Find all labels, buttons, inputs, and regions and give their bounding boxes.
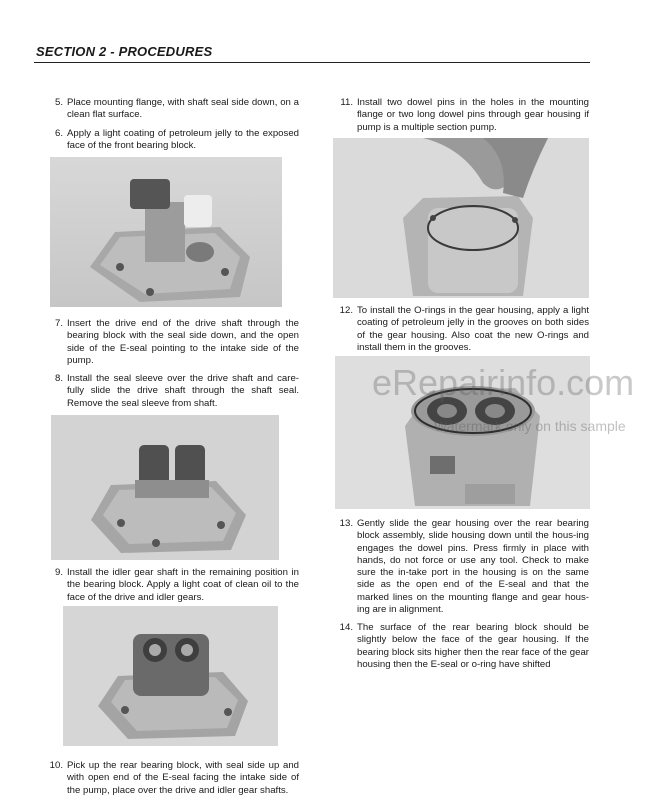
step-8 (54, 373, 299, 410)
photo-dowel-pins (333, 138, 589, 298)
step-number: 10. (49, 760, 63, 771)
step-number: 7. (54, 318, 63, 329)
step-number: 13. (339, 518, 353, 529)
photo-front-bearing-block (50, 157, 282, 307)
step-text: The surface of the rear bearing block should be slightly below the face of the gear housing. If the bearing block sits higher then the rear face of the gear housing then the E-seal or o-ring have shifted (357, 622, 589, 670)
header-rule (34, 62, 590, 63)
step-text: Install two dowel pins in the holes in the mounting flange or two long dowel pins through gear housing if pump is a multiple section pump. (357, 97, 589, 133)
section-title: SECTION 2 - PROCEDURES (36, 44, 213, 59)
step-5 (54, 97, 299, 122)
watermark-text: eRepairinfo.com (372, 362, 635, 403)
step-text: Gently slide the gear housing over the rear bearing block assembly, slide housing down until the hous-ing engages the dowel pins. Press firmly in place with hands, do not force or use any tool. Check to make sure the in-take port in the housing is on the same side as the open end of the E-seal and that the marked lines on the mounting flange and gear hous-ing are in alignment. (357, 518, 589, 616)
photo-drive-shaft-installed (51, 415, 279, 560)
step-13 (339, 518, 589, 616)
step-number: 14. (339, 622, 353, 633)
step-12 (339, 305, 589, 354)
step-text: Place mounting flange, with shaft seal side down, on a clean flat surface. (67, 97, 299, 121)
step-11 (340, 97, 589, 134)
step-text: Insert the drive end of the drive shaft through the bearing block with the seal side down, and the open side of the E-seal pointing to the intake side of the pump. (67, 318, 299, 366)
step-10 (49, 760, 299, 797)
watermark-subtext: Watermark only on this sample (434, 418, 626, 434)
step-number: 5. (54, 97, 63, 108)
step-text: Install the idler gear shaft in the remaining position in the bearing block. Apply a light coat of clean oil to the face of the drive and idler gears. (67, 567, 299, 603)
step-number: 9. (54, 567, 63, 578)
step-text: Apply a light coating of petroleum jelly to the exposed face of the front bearing block. (67, 128, 299, 152)
step-number: 6. (54, 128, 63, 139)
step-9 (54, 567, 299, 604)
step-14 (339, 622, 589, 671)
step-text: Install the seal sleeve over the drive shaft and care-fully slide the drive shaft through the shaft seal. Remove the seal sleeve from shaft. (67, 373, 299, 409)
step-text: Pick up the rear bearing block, with seal side up and with open end of the E-seal facing the intake side of the pump, place over the drive and idler gear shafts. (67, 760, 299, 796)
step-number: 12. (339, 305, 353, 316)
step-number: 11. (340, 97, 353, 108)
step-number: 8. (54, 373, 63, 384)
step-text: To install the O-rings in the gear housing, apply a light coating of petroleum jelly in the grooves on both sides of the gear housing. Also coat the new O-rings and install them in the grooves. (357, 305, 589, 353)
step-6 (54, 128, 299, 153)
photo-idler-gear-installed (63, 606, 278, 746)
step-7 (54, 318, 299, 367)
